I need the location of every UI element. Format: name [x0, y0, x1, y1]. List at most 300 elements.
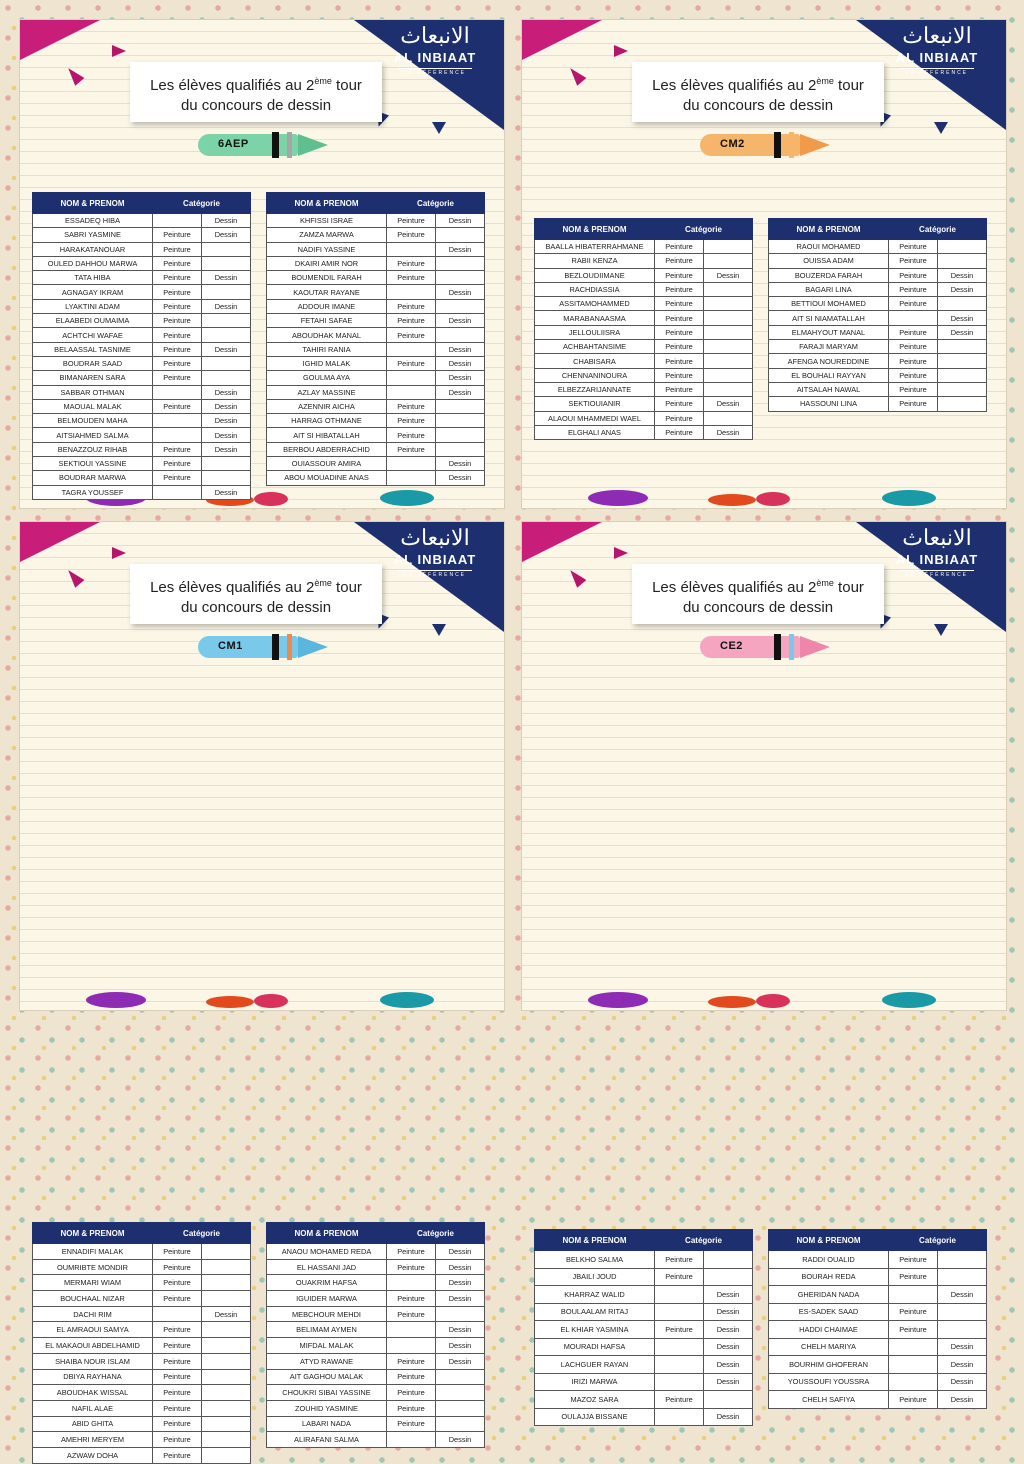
column-header-name: NOM & PRENOM	[769, 219, 889, 240]
student-name: EL KHIAR YASMINA	[535, 1321, 655, 1339]
category-peinture: Peinture	[655, 1251, 704, 1269]
category-peinture: Peinture	[387, 1244, 436, 1260]
brand-script-logo: الانبعاث	[902, 526, 972, 551]
category-dessin: Dessin	[202, 442, 251, 456]
category-dessin: Dessin	[202, 385, 251, 399]
category-peinture: Peinture	[153, 242, 202, 256]
category-peinture: Peinture	[655, 297, 704, 311]
table-row	[267, 1400, 485, 1416]
category-dessin	[938, 1321, 987, 1339]
category-peinture: Peinture	[655, 240, 704, 254]
category-dessin: Dessin	[938, 1373, 987, 1391]
qualified-students-table	[768, 218, 987, 412]
column-header-category: Catégorie	[387, 193, 485, 214]
category-peinture: Peinture	[387, 399, 436, 413]
category-peinture: Peinture	[153, 1338, 202, 1354]
category-peinture	[387, 1432, 436, 1448]
category-peinture: Peinture	[655, 368, 704, 382]
table-row	[769, 325, 987, 339]
grade-label: CE2	[720, 640, 743, 652]
category-peinture	[655, 1303, 704, 1321]
category-peinture: Peinture	[655, 425, 704, 439]
category-dessin: Dessin	[436, 1338, 485, 1354]
category-dessin	[704, 411, 753, 425]
category-peinture	[655, 1356, 704, 1374]
category-peinture: Peinture	[387, 314, 436, 328]
student-name: ELBEZZARIJANNATE	[535, 382, 655, 396]
category-peinture: Peinture	[889, 297, 938, 311]
table-row	[769, 1286, 987, 1304]
table-row	[267, 228, 485, 242]
student-name: HASSOUNI LINA	[769, 397, 889, 411]
triangle-decoration	[934, 624, 948, 636]
category-dessin: Dessin	[938, 1356, 987, 1374]
column-header-category: Catégorie	[889, 1230, 987, 1251]
student-name: EL HASSANI JAD	[267, 1259, 387, 1275]
student-name: GOULMA AYA	[267, 371, 387, 385]
table-row	[535, 425, 753, 439]
brand-name: AL INBIAAT	[393, 50, 477, 65]
category-peinture: Peinture	[153, 1275, 202, 1291]
category-dessin: Dessin	[436, 342, 485, 356]
triangle-decoration	[112, 547, 126, 559]
table-row	[535, 1373, 753, 1391]
category-peinture: Peinture	[655, 411, 704, 425]
table-row	[33, 1322, 251, 1338]
table-row	[267, 414, 485, 428]
student-name: IRIZI MARWA	[535, 1373, 655, 1391]
category-peinture: Peinture	[655, 382, 704, 396]
category-peinture: Peinture	[655, 268, 704, 282]
table-row	[33, 1306, 251, 1322]
category-dessin	[704, 254, 753, 268]
brand-logo	[380, 526, 490, 578]
category-peinture: Peinture	[655, 354, 704, 368]
student-name: OULED DAHHOU MARWA	[33, 256, 153, 270]
student-name: ZOUHID YASMINE	[267, 1400, 387, 1416]
qualified-students-table	[32, 192, 251, 500]
table-row	[769, 311, 987, 325]
category-peinture: Peinture	[387, 1416, 436, 1432]
table-row	[267, 285, 485, 299]
student-name: BENAZZOUZ RIHAB	[33, 442, 153, 456]
student-name: CHOUKRI SIBAI YASSINE	[267, 1385, 387, 1401]
category-peinture: Peinture	[153, 371, 202, 385]
category-dessin	[938, 382, 987, 396]
category-dessin	[436, 228, 485, 242]
category-dessin	[436, 271, 485, 285]
column-header-name: NOM & PRENOM	[535, 1230, 655, 1251]
category-dessin	[938, 1303, 987, 1321]
student-name: RAOUI MOHAMED	[769, 240, 889, 254]
student-name: RADDI OUALID	[769, 1251, 889, 1269]
table-row	[33, 356, 251, 370]
category-peinture	[387, 342, 436, 356]
student-name: BELKHO SALMA	[535, 1251, 655, 1269]
category-dessin: Dessin	[202, 399, 251, 413]
category-dessin: Dessin	[704, 1338, 753, 1356]
student-name: CHELH MARIYA	[769, 1338, 889, 1356]
category-dessin	[704, 382, 753, 396]
table-row	[267, 1432, 485, 1448]
brand-script-logo: الانبعاث	[400, 526, 470, 551]
table-row	[33, 1291, 251, 1307]
student-name: ESSADEQ HIBA	[33, 214, 153, 228]
table-row	[267, 442, 485, 456]
student-name: AGNAGAY IKRAM	[33, 285, 153, 299]
table-row	[769, 1373, 987, 1391]
category-peinture: Peinture	[655, 397, 704, 411]
brand-tagline: LA RÉFÉRENCE	[398, 68, 472, 76]
category-dessin: Dessin	[436, 371, 485, 385]
triangle-decoration	[112, 45, 126, 57]
table-row	[33, 314, 251, 328]
category-dessin	[704, 297, 753, 311]
student-name: AMEHRI MERYEM	[33, 1432, 153, 1448]
student-name: AITSALAH NAWAL	[769, 382, 889, 396]
student-name: EL MAKAOUI ABDELHAMID	[33, 1338, 153, 1354]
category-peinture: Peinture	[153, 285, 202, 299]
student-name: MIFDAL MALAK	[267, 1338, 387, 1354]
category-peinture	[889, 1286, 938, 1304]
student-name: AZLAY MASSINE	[267, 385, 387, 399]
student-name: NAFIL ALAE	[33, 1400, 153, 1416]
title-line1: Les élèves qualifiés au 2ème tour	[652, 76, 864, 94]
category-peinture	[387, 1338, 436, 1354]
brand-tagline: LA RÉFÉRENCE	[398, 570, 472, 578]
student-name: BOULAALAM RITAJ	[535, 1303, 655, 1321]
student-name: SABBAR OTHMAN	[33, 385, 153, 399]
category-dessin	[938, 354, 987, 368]
student-name: TAHIRI RANIA	[267, 342, 387, 356]
table-row	[535, 1286, 753, 1304]
table-row	[267, 256, 485, 270]
table-row	[267, 1338, 485, 1354]
category-peinture	[889, 311, 938, 325]
category-dessin: Dessin	[436, 1322, 485, 1338]
category-dessin	[436, 428, 485, 442]
student-name: MARABANAASMA	[535, 311, 655, 325]
table-row	[33, 256, 251, 270]
category-dessin	[202, 1259, 251, 1275]
category-peinture: Peinture	[889, 325, 938, 339]
table-row	[267, 1306, 485, 1322]
student-name: SEKTIOUI YASSINE	[33, 457, 153, 471]
table-row	[267, 399, 485, 413]
table-row	[535, 340, 753, 354]
student-name: BOUCHAAL NIZAR	[33, 1291, 153, 1307]
table-row	[267, 328, 485, 342]
column-header-name: NOM & PRENOM	[33, 193, 153, 214]
triangle-decoration	[566, 566, 587, 588]
category-peinture	[655, 1286, 704, 1304]
category-dessin	[202, 1322, 251, 1338]
table-row	[769, 354, 987, 368]
table-row	[33, 328, 251, 342]
table-row	[267, 1275, 485, 1291]
category-peinture	[387, 1322, 436, 1338]
brand-logo	[882, 526, 992, 578]
table-row	[33, 1275, 251, 1291]
title-line1: Les élèves qualifiés au 2ème tour	[652, 578, 864, 596]
table-row	[535, 1321, 753, 1339]
category-dessin: Dessin	[202, 271, 251, 285]
category-peinture: Peinture	[889, 1251, 938, 1269]
student-name: MERMARI WIAM	[33, 1275, 153, 1291]
table-row	[535, 1251, 753, 1269]
student-name: BEZLOUDIIMANE	[535, 268, 655, 282]
category-dessin: Dessin	[704, 425, 753, 439]
student-name: RACHDIASSIA	[535, 282, 655, 296]
student-name: BOUZERDA FARAH	[769, 268, 889, 282]
triangle-decoration	[432, 122, 446, 134]
category-dessin: Dessin	[202, 1306, 251, 1322]
table-row	[535, 325, 753, 339]
category-peinture: Peinture	[153, 1291, 202, 1307]
title-line2: du concours de dessin	[180, 599, 332, 616]
category-dessin	[202, 1432, 251, 1448]
category-dessin	[938, 397, 987, 411]
category-dessin: Dessin	[202, 428, 251, 442]
category-dessin: Dessin	[938, 1338, 987, 1356]
category-peinture: Peinture	[153, 399, 202, 413]
category-dessin	[202, 1369, 251, 1385]
category-dessin: Dessin	[938, 311, 987, 325]
table-row	[33, 1353, 251, 1369]
table-row	[267, 1416, 485, 1432]
student-name: HARAKATANOUAR	[33, 242, 153, 256]
grade-crayon	[198, 632, 334, 662]
category-dessin	[436, 328, 485, 342]
category-peinture: Peinture	[655, 282, 704, 296]
category-dessin: Dessin	[938, 1286, 987, 1304]
category-dessin: Dessin	[436, 1291, 485, 1307]
category-dessin: Dessin	[704, 1321, 753, 1339]
category-dessin	[202, 314, 251, 328]
student-name: KHFISSI ISRAE	[267, 214, 387, 228]
category-peinture: Peinture	[153, 342, 202, 356]
category-dessin	[436, 1369, 485, 1385]
category-dessin: Dessin	[704, 1373, 753, 1391]
title-line1: Les élèves qualifiés au 2ème tour	[150, 76, 362, 94]
category-peinture	[153, 485, 202, 499]
table-row	[267, 1244, 485, 1260]
category-dessin	[436, 1306, 485, 1322]
table-row	[535, 268, 753, 282]
category-dessin	[704, 340, 753, 354]
table-row	[267, 342, 485, 356]
poster-title	[632, 62, 884, 122]
table-row	[33, 471, 251, 485]
category-peinture: Peinture	[153, 1259, 202, 1275]
student-name: ABOU MOUADINE ANAS	[267, 471, 387, 485]
category-peinture: Peinture	[655, 340, 704, 354]
category-peinture	[153, 385, 202, 399]
qualified-students-table	[768, 1229, 987, 1409]
category-dessin: Dessin	[436, 457, 485, 471]
column-header-category: Catégorie	[153, 193, 251, 214]
table-row	[769, 1338, 987, 1356]
student-name: BELAASSAL TASNIME	[33, 342, 153, 356]
table-row	[535, 282, 753, 296]
poster-cm2	[522, 20, 1006, 508]
category-dessin: Dessin	[938, 282, 987, 296]
student-name: CHENNANINOURA	[535, 368, 655, 382]
category-dessin	[938, 368, 987, 382]
student-name: ADDOUR IMANE	[267, 299, 387, 313]
column-header-name: NOM & PRENOM	[535, 219, 655, 240]
table-row	[769, 1303, 987, 1321]
student-name: ZAMZA MARWA	[267, 228, 387, 242]
student-name: YOUSSOUFI YOUSSRA	[769, 1373, 889, 1391]
corner-decoration	[522, 20, 602, 60]
student-name: ALIRAFANI SALMA	[267, 1432, 387, 1448]
column-header-category: Catégorie	[889, 219, 987, 240]
category-dessin	[938, 254, 987, 268]
table-row	[33, 1416, 251, 1432]
student-name: MAOUAL MALAK	[33, 399, 153, 413]
student-name: AIT GAGHOU MALAK	[267, 1369, 387, 1385]
student-name: BETTIOUI MOHAMED	[769, 297, 889, 311]
category-dessin	[704, 368, 753, 382]
corner-decoration	[20, 20, 100, 60]
table-row	[769, 240, 987, 254]
table-row	[535, 1356, 753, 1374]
category-dessin	[704, 1268, 753, 1286]
table-row	[535, 297, 753, 311]
student-name: DBIYA RAYHANA	[33, 1369, 153, 1385]
student-name: BOURAH REDA	[769, 1268, 889, 1286]
student-name: DACHI RIM	[33, 1306, 153, 1322]
table-row	[267, 1291, 485, 1307]
category-peinture: Peinture	[153, 1385, 202, 1401]
table-row	[769, 1321, 987, 1339]
student-name: OUIASSOUR AMIRA	[267, 457, 387, 471]
student-name: ABID GHITA	[33, 1416, 153, 1432]
student-name: JELLOULIISRA	[535, 325, 655, 339]
category-dessin	[202, 1244, 251, 1260]
category-dessin	[704, 240, 753, 254]
student-name: RABII KENZA	[535, 254, 655, 268]
table-row	[535, 368, 753, 382]
category-dessin: Dessin	[436, 242, 485, 256]
category-dessin	[436, 414, 485, 428]
table-row	[33, 342, 251, 356]
category-dessin: Dessin	[202, 228, 251, 242]
brand-script-logo: الانبعاث	[400, 24, 470, 49]
category-dessin: Dessin	[704, 1303, 753, 1321]
triangle-decoration	[64, 566, 85, 588]
table-row	[769, 1268, 987, 1286]
category-peinture: Peinture	[387, 1369, 436, 1385]
category-peinture	[387, 242, 436, 256]
category-peinture: Peinture	[387, 271, 436, 285]
brand-script-logo: الانبعاث	[902, 24, 972, 49]
table-row	[33, 1259, 251, 1275]
category-peinture	[387, 457, 436, 471]
student-name: BAALLA HIBATERRAHMANE	[535, 240, 655, 254]
student-name: BELMOUDEN MAHA	[33, 414, 153, 428]
student-name: ALAOUI MHAMMEDI WAEL	[535, 411, 655, 425]
student-name: JBAILI JOUD	[535, 1268, 655, 1286]
column-header-name: NOM & PRENOM	[267, 193, 387, 214]
category-peinture	[153, 414, 202, 428]
student-name: LACHGUER RAYAN	[535, 1356, 655, 1374]
table-row	[33, 271, 251, 285]
table-row	[535, 1338, 753, 1356]
category-peinture: Peinture	[387, 256, 436, 270]
student-name: BIMANAREN SARA	[33, 371, 153, 385]
table-row	[267, 371, 485, 385]
category-dessin: Dessin	[704, 397, 753, 411]
category-dessin: Dessin	[938, 268, 987, 282]
student-name: ENNADIFI MALAK	[33, 1244, 153, 1260]
student-name: HADDI CHAIMAE	[769, 1321, 889, 1339]
category-dessin	[202, 1447, 251, 1463]
category-peinture	[153, 1306, 202, 1322]
triangle-decoration	[566, 64, 587, 86]
category-dessin	[436, 399, 485, 413]
student-name: EL BOUHALI RAYYAN	[769, 368, 889, 382]
category-peinture: Peinture	[387, 214, 436, 228]
table-row	[267, 214, 485, 228]
student-name: FARAJI MARYAM	[769, 340, 889, 354]
table-row	[33, 1369, 251, 1385]
category-dessin	[202, 242, 251, 256]
table-row	[33, 428, 251, 442]
category-peinture: Peinture	[153, 442, 202, 456]
category-dessin: Dessin	[202, 485, 251, 499]
table-row	[33, 442, 251, 456]
triangle-decoration	[64, 64, 85, 86]
category-dessin	[938, 1251, 987, 1269]
qualified-students-table	[266, 192, 485, 486]
corner-decoration	[522, 522, 602, 562]
student-name: ASSITAMOHAMMED	[535, 297, 655, 311]
student-name: BERBOU ABDERRACHID	[267, 442, 387, 456]
category-dessin	[704, 311, 753, 325]
table-row	[267, 299, 485, 313]
category-dessin: Dessin	[202, 414, 251, 428]
brand-tagline: LA RÉFÉRENCE	[900, 570, 974, 578]
category-peinture: Peinture	[153, 1416, 202, 1432]
category-dessin: Dessin	[704, 1286, 753, 1304]
table-row	[535, 311, 753, 325]
column-header-name: NOM & PRENOM	[769, 1230, 889, 1251]
category-dessin: Dessin	[436, 471, 485, 485]
table-row	[769, 382, 987, 396]
corner-decoration	[20, 522, 100, 562]
table-row	[535, 397, 753, 411]
student-name: BOUDRAR SAAD	[33, 356, 153, 370]
student-name: AFENGA NOUREDDINE	[769, 354, 889, 368]
category-dessin	[202, 1385, 251, 1401]
qualified-students-table	[32, 1222, 251, 1464]
poster-title	[130, 62, 382, 122]
category-dessin	[202, 285, 251, 299]
category-peinture	[655, 1338, 704, 1356]
table-row	[769, 1356, 987, 1374]
poster-title	[632, 564, 884, 624]
category-peinture: Peinture	[153, 1432, 202, 1448]
category-dessin	[938, 1268, 987, 1286]
category-dessin	[202, 1400, 251, 1416]
qualified-students-table	[534, 1229, 753, 1426]
category-peinture: Peinture	[889, 397, 938, 411]
student-name: TAGRA YOUSSEF	[33, 485, 153, 499]
student-name: ACHBAHTANSIME	[535, 340, 655, 354]
category-dessin	[436, 1416, 485, 1432]
